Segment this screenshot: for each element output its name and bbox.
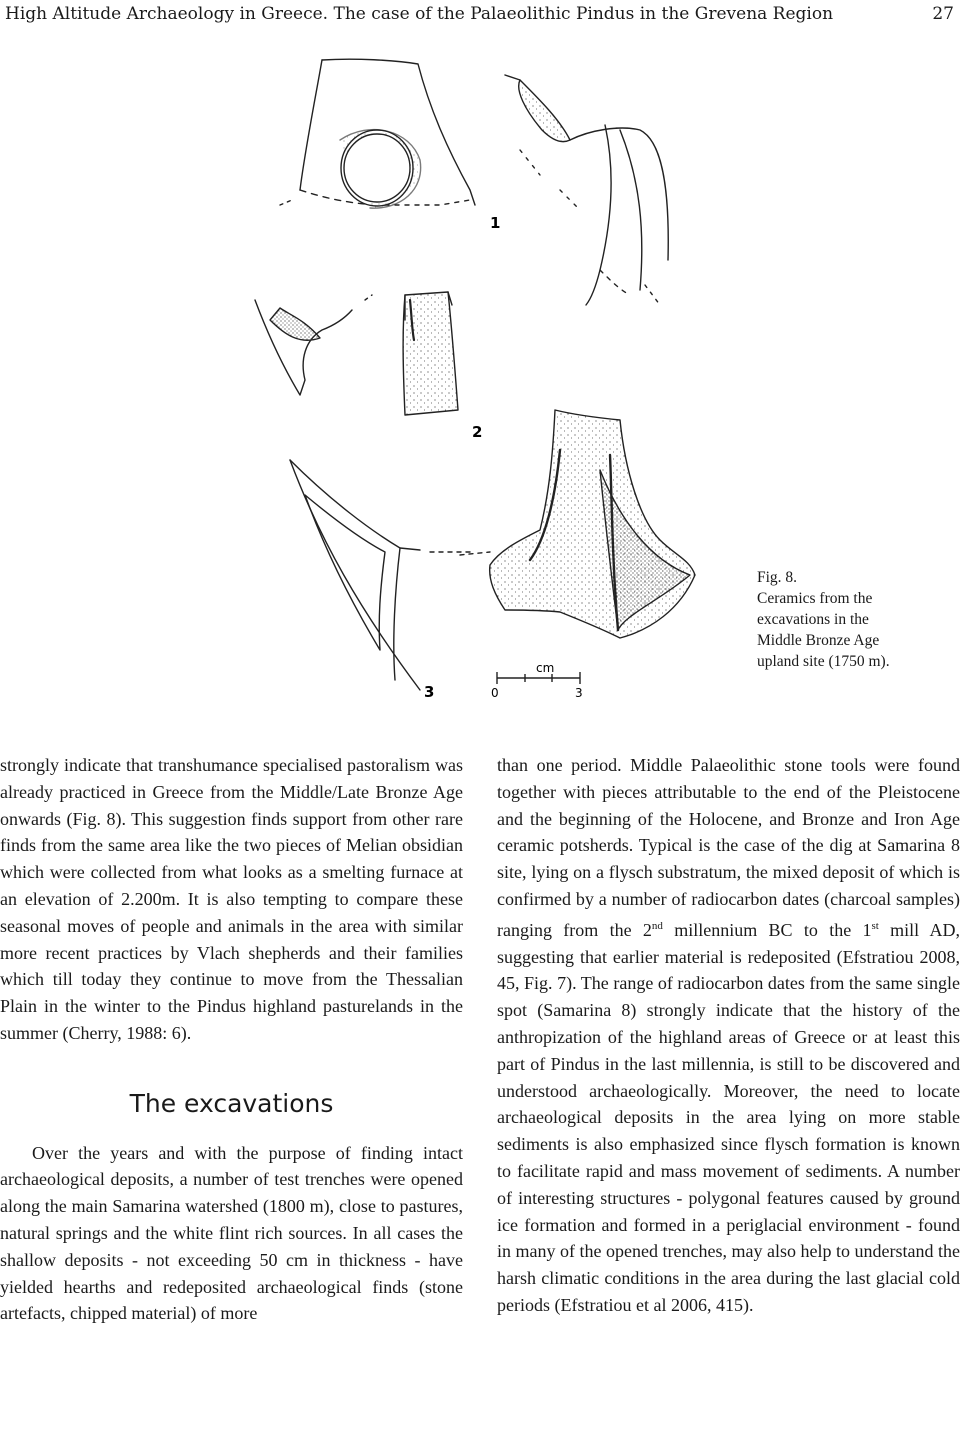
superscript: st xyxy=(871,919,879,932)
right-column xyxy=(497,752,960,1319)
sherd-3-profile xyxy=(290,460,420,690)
caption-line: excavations in the xyxy=(757,611,869,628)
paragraph xyxy=(497,752,960,1319)
left-column xyxy=(0,752,463,1327)
section-heading: The excavations xyxy=(129,1088,334,1118)
figure-label-3: 3 xyxy=(424,683,435,701)
sherd-2-profile xyxy=(255,300,352,395)
scale-unit: cm xyxy=(536,661,555,675)
paragraph: strongly indicate that transhumance specialised pastoralism was already practiced in Greece from the Middle/Late Bronze Age onwards (Fig. 8). This suggestion finds support from other rare finds from the same area like the two pieces of Melian obsidian which were collected from what looks as a smelting furnace at an elevation of 2.200m. It is also tempting to compare these seasonal moves of people and animals in the area with similar more recent practices by Vlach shepherds and their families which till today they continue to move from the Thessalian Plain in the winter to the Pindus highland pasturelands in the summer (Cherry, 1988: 6). xyxy=(0,755,463,1043)
caption-line: Middle Bronze Age xyxy=(757,632,880,649)
caption-line: Fig. 8. xyxy=(757,569,798,586)
figure-label-1: 1 xyxy=(490,214,501,232)
text-run: than one period. Middle Palaeolithic stone tools were found together with pieces attributable to the end of the Pleistocene and the beginning of the Holocene, and Bronze and Iron Age ceramic potsherds. Typical is the case of the dig at Samarina 8 site, lying on a flysch substratum, the mixed deposit of which is confirmed by a number of radiocarbon dates (charcoal samples) ranging from the 2 xyxy=(497,755,960,940)
sherd-1b-rim xyxy=(519,80,570,142)
scale-start: 0 xyxy=(491,686,499,700)
text-run: millennium BC to the 1 xyxy=(662,919,872,940)
running-title: High Altitude Archaeology in Greece. The case of the Palaeolithic Pindus in the Grevena Region xyxy=(5,4,834,24)
figure-label-2: 2 xyxy=(472,423,483,441)
scale-end: 3 xyxy=(575,686,583,700)
sherd-3-handle xyxy=(490,410,695,638)
caption-line: upland site (1750 m). xyxy=(757,653,890,670)
paragraph: Over the years and with the purpose of finding intact archaeological deposits, a number of test trenches were opened along the main Samarina watershed (1800 m), close to pastures, natural springs and the white flint rich sources. In all cases the shallow deposits - not exceeding 50 cm in thickness - have yielded hearths and redeposited archaeological finds (stone artefacts, chipped material) of more xyxy=(0,1142,463,1324)
superscript: nd xyxy=(651,919,663,932)
text-run: mill AD, suggesting that earlier material is redeposited (Efstratiou 2008, 45, Fig. 7). The range of radiocarbon dates from the same single spot (Samarina 8) strongly indicate that the history of the anthropization of the highland areas of Greece or at least this part of Pindus in the last millennia, is still to be discovered and understood archaeologically. Moreover, the need to locate archaeological deposits in the area lying on more stable sediments is also emphasized since flysch formation is known to facilitate rapid and mass movement of sediments. A number of interesting structures - polygonal features caused by ground ice formation and formed in a periglacial environment - found in many of the opened trenches, may also help to understand the harsh climatic conditions in the area during the last glacial cold periods (Efstratiou et al 2006, 415). xyxy=(497,919,960,1315)
page-number: 27 xyxy=(932,4,954,24)
figure-caption xyxy=(757,567,957,672)
caption-line: Ceramics from the xyxy=(757,590,873,607)
